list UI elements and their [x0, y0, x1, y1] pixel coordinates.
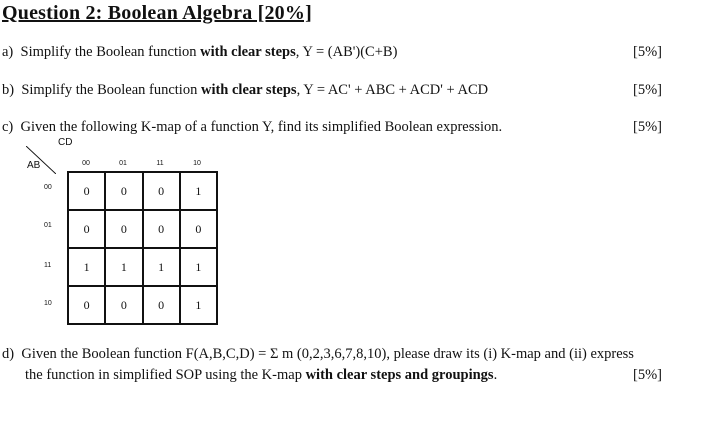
question-d-line2-post: .	[493, 367, 498, 383]
kmap-cell: 0	[68, 286, 105, 324]
kmap-cell: 0	[105, 286, 142, 324]
kmap-cell: 0	[143, 172, 180, 210]
kmap-col-var: CD	[58, 137, 73, 148]
kmap-grid	[67, 171, 218, 325]
kmap-cell: 0	[68, 172, 105, 210]
kmap-row	[68, 172, 217, 210]
kmap-cell: 0	[180, 210, 217, 248]
kmap-row-header: 10	[44, 300, 52, 307]
question-d-text: Given the Boolean function F(A,B,C,D) = Σ m (0,2,3,6,7,8,10), please draw its (i) K-map and (ii) express	[21, 346, 634, 362]
kmap-cell: 1	[68, 248, 105, 286]
kmap-cell: 1	[180, 172, 217, 210]
question-title: Question 2: Boolean Algebra [20%]	[2, 2, 312, 24]
kmap-col-header: 00	[82, 160, 90, 167]
question-b-pre: Simplify the Boolean function	[21, 82, 201, 98]
question-d-line1	[2, 346, 634, 363]
kmap-cell: 1	[180, 248, 217, 286]
question-b-marks: [5%]	[633, 82, 662, 98]
kmap-col-header: 10	[193, 160, 201, 167]
question-d-line2-bold: with clear steps and groupings	[305, 367, 494, 383]
kmap-cell: 0	[105, 210, 142, 248]
question-d-line2	[25, 367, 497, 384]
question-a-marks: [5%]	[633, 44, 662, 60]
question-c-text: Given the following K-map of a function Y, find its simplified Boolean expression.	[20, 119, 503, 135]
question-d-line2-pre: the function in simplified SOP using the K-map	[25, 367, 306, 383]
kmap-row-var: AB	[27, 160, 41, 171]
question-c-label: c)	[2, 119, 14, 135]
kmap-row-header: 11	[44, 262, 52, 269]
question-a	[2, 44, 397, 61]
kmap-col-header: 11	[156, 160, 164, 167]
kmap-cell: 1	[143, 248, 180, 286]
kmap-row	[68, 248, 217, 286]
question-c-marks: [5%]	[633, 119, 662, 135]
kmap-cell: 0	[105, 172, 142, 210]
question-a-bold: with clear steps	[200, 44, 296, 60]
kmap-cell: 1	[105, 248, 142, 286]
question-b	[2, 82, 488, 99]
question-d-label: d)	[2, 346, 15, 362]
question-b-post: , Y = AC' + ABC + ACD' + ACD	[296, 82, 489, 98]
kmap-row	[68, 286, 217, 324]
kmap-cell: 0	[68, 210, 105, 248]
question-b-label: b)	[2, 82, 15, 98]
question-a-label: a)	[2, 44, 14, 60]
kmap-cell: 0	[143, 210, 180, 248]
question-b-bold: with clear steps	[200, 82, 297, 98]
question-d-marks: [5%]	[633, 367, 662, 383]
kmap-row-header: 01	[44, 222, 52, 229]
question-a-pre: Simplify the Boolean function	[20, 44, 201, 60]
kmap-row	[68, 210, 217, 248]
kmap-row-header: 00	[44, 184, 52, 191]
kmap-col-header: 01	[119, 160, 127, 167]
kmap-cell: 1	[180, 286, 217, 324]
question-a-post: , Y = (AB')(C+B)	[295, 44, 398, 60]
question-c	[2, 119, 502, 136]
kmap-cell: 0	[143, 286, 180, 324]
